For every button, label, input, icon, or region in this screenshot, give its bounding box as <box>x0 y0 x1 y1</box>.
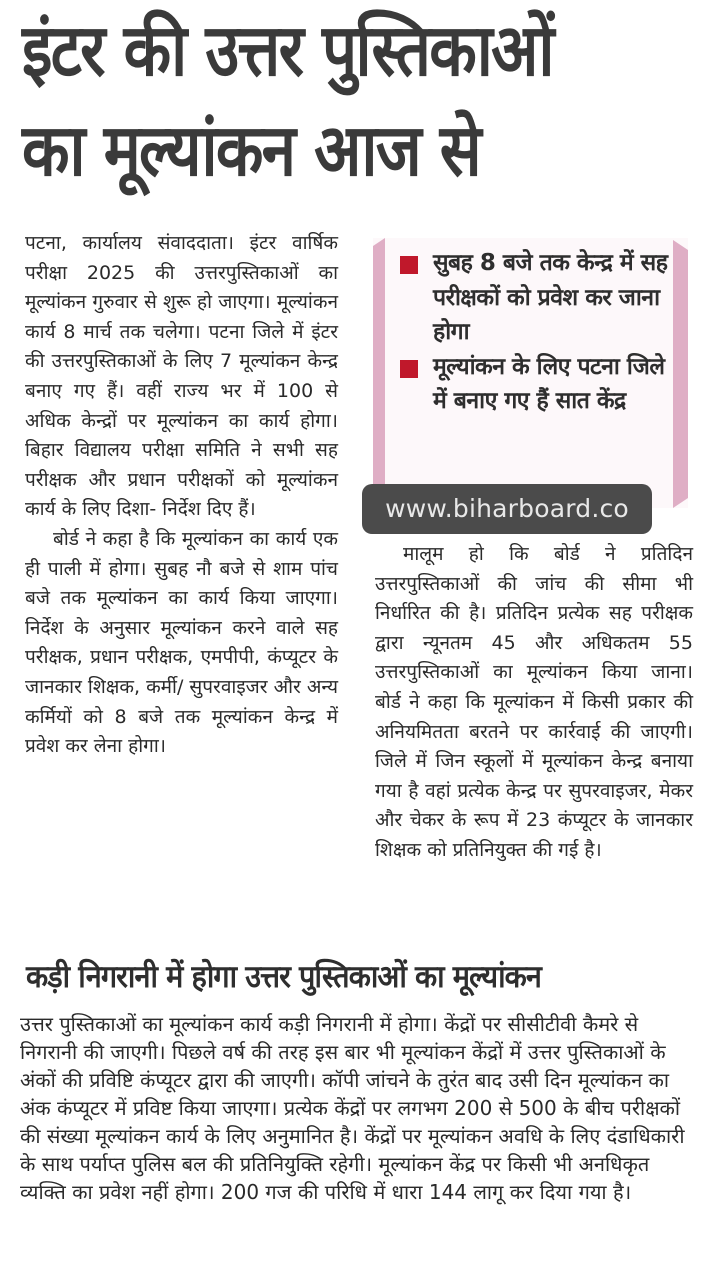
highlights-left-bar <box>373 238 385 508</box>
highlight-text: सुबह 8 बजे तक केन्द्र में सह परीक्षकों को प्रवेश कर जाना होगा <box>433 250 668 345</box>
article-paragraph: मालूम हो कि बोर्ड ने प्रतिदिन उत्तरपुस्तिकाओं की जांच की सीमा भी निर्धारित की है। प्रतिदिन प्रत्येक सह परीक्षक द्वारा न्यूनतम 45 और अधिकतम 55 उत्तरपुस्तिकाओं का मूल्यांकन किया जाना। बोर्ड ने कहा कि मूल्यांकन में किसी प्रकार की अनियमितता बरतने पर कार्रवाई की जाएगी। जिले में जिन स्कूलों में मूल्यांकन केन्द्र बनाया गया है वहां प्रत्येक केन्द्र पर सुपरवाइजर, मेकर और चेकर के रूप में 23 कंप्यूटर के जानकार शिक्षक को प्रतिनियुक्त की गई है। <box>375 543 693 861</box>
headline-line-1: इंटर की उत्तर पुस्तिकाओं <box>22 8 553 92</box>
highlights-right-bar <box>673 240 688 508</box>
right-column <box>375 540 693 866</box>
article-paragraph: पटना, कार्यालय संवाददाता। इंटर वार्षिक परीक्षा 2025 की उत्तरपुस्तिकाओं का मूल्यांकन गुरुवार से शुरू हो जाएगा। मूल्यांकन कार्य 8 मार्च तक चलेगा। पटना जिले में इंटर की उत्तरपुस्तिकाओं के लिए 7 मूल्यांकन केन्द्र बनाए गए हैं। वहीं राज्य भर में 100 से अधिक केन्द्रों पर मूल्यांकन का कार्य होगा। बिहार विद्यालय परीक्षा समिति ने सभी सह परीक्षक और प्रधान परीक्षकों को मूल्यांकन कार्य के लिए दिशा- निर्देश दिए हैं। <box>25 232 338 521</box>
article-paragraph: उत्तर पुस्तिकाओं का मूल्यांकन कार्य कड़ी निगरानी में होगा। केंद्रों पर सीसीटीवी कैमरे से निगरानी की जाएगी। पिछले वर्ष की तरह इस बार भी मूल्यांकन केंद्रों में उत्तर पुस्तिकाओं के अंकों की प्रविष्टि कंप्यूटर द्वारा की जाएगी। कॉपी जांचने के तुरंत बाद उसी दिन मूल्यांकन का अंक कंप्यूटर में प्रविष्ट किया जाएगा। प्रत्येक केंद्रों पर लगभग 200 से 500 के बीच परीक्षकों की संख्या मूल्यांकन कार्य के लिए अनुमानित है। केंद्रों पर मूल्यांकन अवधि के लिए दंडाधिकारी के साथ पर्याप्त पुलिस बल की प्रतिनियुक्ति रहेगी। मूल्यांकन केंद्र पर किसी भी अनधिकृत व्यक्ति का प्रवेश नहीं होगा। 200 गज की परिधि में धारा 144 लागू कर दिया गया है। <box>20 1012 685 1204</box>
subsection-body <box>20 1010 700 1206</box>
article-paragraph: बोर्ड ने कहा है कि मूल्यांकन का कार्य एक ही पाली में होगा। सुबह नौ बजे से शाम पांच बजे तक मूल्यांकन का कार्य किया जाएगा। निर्देश के अनुसार मूल्यांकन करने वाले सह परीक्षक, प्रधान परीक्षक, एमपीपी, कंप्यूटर के जानकार शिक्षक, कर्मी/ सुपरवाइजर और अन्य कर्मियों को 8 बजे तक मूल्यांकन केन्द्र में प्रवेश कर लेना होगा। <box>25 527 338 758</box>
highlight-text: मूल्यांकन के लिए पटना जिले में बनाए गए हैं सात केंद्र <box>433 353 665 414</box>
headline <box>22 0 712 200</box>
watermark-badge: www.biharboard.co <box>362 484 652 534</box>
highlights-list <box>400 246 670 419</box>
left-column <box>25 229 338 762</box>
square-bullet-icon <box>400 360 418 378</box>
headline-line-2: का मूल्यांकन आज से <box>22 108 480 192</box>
highlight-item <box>400 350 670 419</box>
subsection-heading: कड़ी निगरानी में होगा उत्तर पुस्तिकाओं का मूल्यांकन <box>26 959 541 995</box>
highlight-item <box>400 246 670 350</box>
square-bullet-icon <box>400 256 418 274</box>
